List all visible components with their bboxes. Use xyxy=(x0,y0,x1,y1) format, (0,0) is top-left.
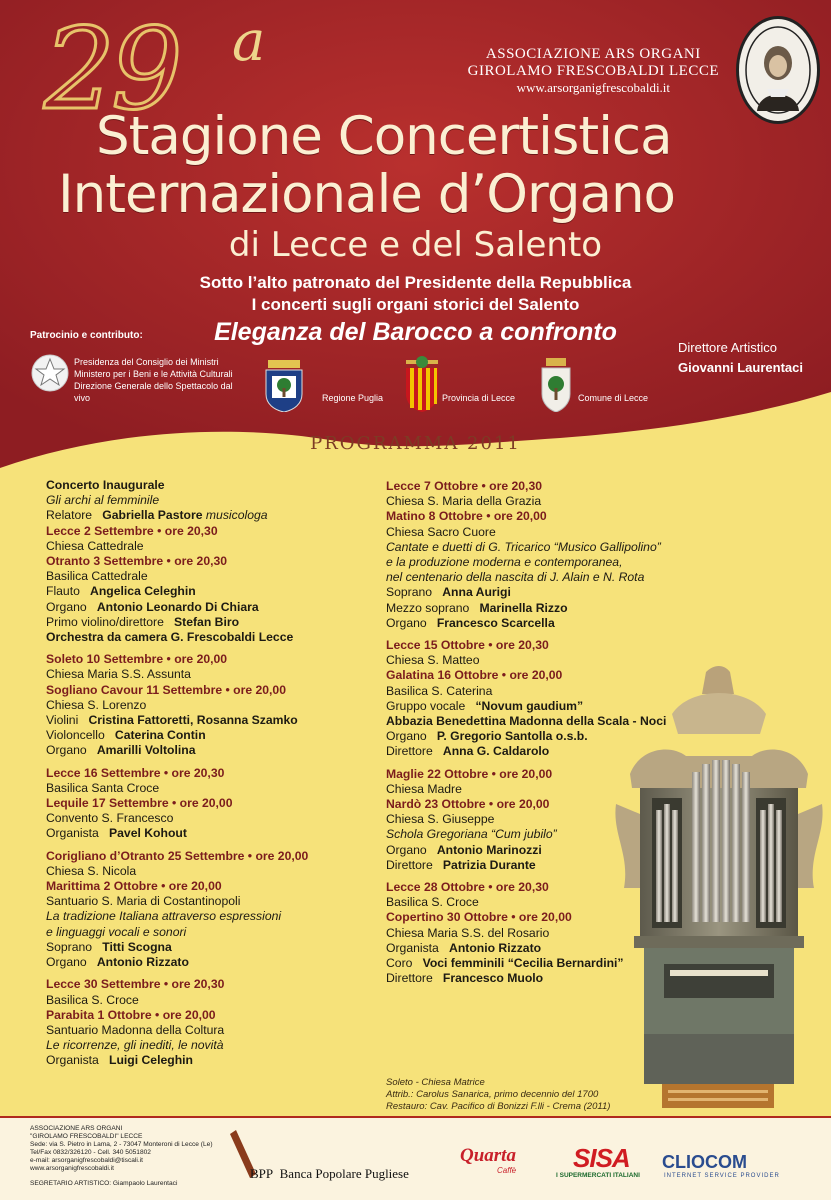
venue-line: Chiesa S. Lorenzo xyxy=(46,697,147,712)
organ-caption-line: Soleto - Chiesa Matrice xyxy=(386,1077,485,1088)
ensemble-line: Abbazia Benedettina Madonna della Scala - Noci xyxy=(386,714,667,729)
performer-line xyxy=(386,601,686,616)
footer-secretary: SEGRETARIO ARTISTICO: Giampaolo Laurentaci xyxy=(30,1180,178,1187)
performer-name: Pavel Kohout xyxy=(109,826,187,841)
quarta-logo: Quarta xyxy=(460,1145,516,1166)
performer-name: Marinella Rizzo xyxy=(479,600,568,615)
performer-name: Titti Scogna xyxy=(102,939,172,954)
concert-date-line: Otranto 3 Settembre • ore 20,30 xyxy=(46,554,228,569)
republic-emblem-icon xyxy=(30,353,70,393)
programme-note: e linguaggi vocali e sonori xyxy=(46,924,187,939)
concert-date-line: Lecce 30 Settembre • ore 20,30 xyxy=(46,977,225,992)
patronage-line-2: I concerti sugli organi storici del Salento xyxy=(251,295,580,314)
performer-line xyxy=(46,615,376,630)
performer-line xyxy=(46,584,376,599)
concert-block xyxy=(46,478,376,645)
concert-date-line: Nardò 23 Ottobre • ore 20,00 xyxy=(386,797,550,812)
performer-role: Primo violino/direttore xyxy=(46,614,164,629)
performer-line xyxy=(46,940,376,955)
performer-role: Relatore xyxy=(46,508,93,523)
venue-line: Basilica S. Caterina xyxy=(386,683,493,698)
performer-name: Luigi Celeghin xyxy=(109,1053,193,1068)
concert-date-line: Galatina 16 Ottobre • ore 20,00 xyxy=(386,668,563,683)
address-line: e-mail: arsorganigfrescobaldi@tiscali.it xyxy=(30,1157,143,1164)
performer-name: Caterina Contin xyxy=(114,728,206,743)
concert-block xyxy=(46,766,376,842)
performer-name: Antonio Rizzato xyxy=(96,955,189,970)
address-line: Sede: via S. Pietro in Lama, 2 - 73047 Monteroni di Lecce (Le) xyxy=(30,1141,213,1148)
edition-superscript: a xyxy=(232,9,266,74)
provincia-lecce-label: Provincia di Lecce xyxy=(442,393,516,403)
edition-number: 29 xyxy=(44,5,179,135)
organ-caption xyxy=(386,1077,610,1113)
performer-name: Cristina Fattoretti, Rosanna Szamko xyxy=(88,713,298,728)
bank-label xyxy=(250,1166,409,1182)
performer-role: Organo xyxy=(46,955,87,970)
programme-note: Cantate e duetti di G. Tricarico “Musico Gallipolino” xyxy=(386,539,661,554)
performer-role: Coro xyxy=(386,956,413,971)
address-line: ASSOCIAZIONE ARS ORGANI xyxy=(30,1125,123,1132)
performer-name: Voci femminili “Cecilia Bernardini” xyxy=(422,956,624,971)
performer-name: Gabriella Pastore xyxy=(102,508,203,523)
programme-note: Gli archi al femminile xyxy=(46,493,160,508)
concert-block xyxy=(46,849,376,971)
address-line: www.arsorganigfrescobaldi.it xyxy=(30,1165,114,1172)
performer-line xyxy=(46,508,376,523)
performer-role: Organista xyxy=(46,826,99,841)
performer-line xyxy=(46,600,376,615)
concert-date-line: Lequile 17 Settembre • ore 20,00 xyxy=(46,796,233,811)
regione-puglia-label: Regione Puglia xyxy=(322,393,384,403)
concert-date-line: Soleto 10 Settembre • ore 20,00 xyxy=(46,652,228,667)
comune-lecce-label: Comune di Lecce xyxy=(578,393,649,403)
performer-line xyxy=(46,743,376,758)
performer-line xyxy=(46,826,376,841)
ensemble-line: Concerto Inaugurale xyxy=(46,478,165,492)
performer-name: Antonio Marinozzi xyxy=(436,842,542,857)
venue-line: Basilica S. Croce xyxy=(46,992,139,1007)
quarta-logo-sub: Caffè xyxy=(497,1166,517,1175)
performer-line xyxy=(46,1053,376,1068)
concert-block xyxy=(46,977,376,1068)
performer-role: Mezzo soprano xyxy=(386,600,470,615)
venue-line: Chiesa S. Nicola xyxy=(46,863,137,878)
performer-role: Organo xyxy=(386,729,427,744)
performer-name: Angelica Celeghin xyxy=(90,584,196,599)
performer-name: Anna G. Caldarolo xyxy=(442,744,550,759)
provincia-lecce-crest-icon xyxy=(402,356,442,412)
cliocom-logo: CLIOCOM xyxy=(662,1152,747,1172)
organ-caption-line: Restauro: Cav. Pacifico di Bonizzi F.lli - Crema (2011) xyxy=(386,1101,611,1112)
performer-name: Patrizia Durante xyxy=(442,857,536,872)
venue-line: Chiesa Cattedrale xyxy=(46,538,144,553)
bank-initials: BPP xyxy=(250,1166,274,1181)
programme-note: Schola Gregoriana “Cum jubilo” xyxy=(386,827,557,842)
venue-line: Convento S. Francesco xyxy=(46,811,174,826)
association-name: ASSOCIAZIONE ARS ORGANI xyxy=(485,46,701,62)
programme-note: La tradizione Italiana attraverso espressioni xyxy=(46,909,282,924)
performer-role: Organista xyxy=(386,940,439,955)
performer-name: Antonio Rizzato xyxy=(449,940,542,955)
performer-name: Amarilli Voltolina xyxy=(96,743,196,758)
venue-line: Santuario S. Maria di Costantinopoli xyxy=(46,894,241,909)
ministry-text xyxy=(74,356,244,404)
performer-role: Soprano xyxy=(46,939,93,954)
performer-role: Direttore xyxy=(386,744,433,759)
performer-line xyxy=(46,728,376,743)
concert-block xyxy=(386,479,686,631)
ministry-line: Direzione Generale dello Spettacolo dal vivo xyxy=(74,381,233,403)
concert-date-line: Lecce 28 Ottobre • ore 20,30 xyxy=(386,880,549,895)
organ-caption-line: Attrib.: Carolus Sanarica, primo decennio del 1700 xyxy=(386,1089,599,1100)
concert-block xyxy=(46,652,376,758)
sponsor-caption: Patrocinio e contributo: xyxy=(30,330,143,341)
subtitle: di Lecce e del Salento xyxy=(228,225,603,265)
sisa-logo: SISA xyxy=(573,1143,630,1173)
venue-line: Chiesa S. Maria della Grazia xyxy=(386,494,542,509)
association-block xyxy=(468,46,719,96)
venue-line: Santuario Madonna della Coltura xyxy=(46,1022,225,1037)
association-url[interactable]: www.arsorganigfrescobaldi.it xyxy=(516,80,671,95)
venue-line: Chiesa Madre xyxy=(386,781,462,796)
programme-left-column xyxy=(46,478,376,1076)
performer-role: Violoncello xyxy=(46,728,105,743)
performer-line xyxy=(386,585,686,600)
baroque-organ-illustration xyxy=(610,664,828,1116)
concert-date-line: Lecce 16 Settembre • ore 20,30 xyxy=(46,765,225,780)
performer-role: Organo xyxy=(386,842,427,857)
director-role: Direttore Artistico xyxy=(678,340,777,355)
performer-name: Anna Aurigi xyxy=(442,585,511,600)
performer-line xyxy=(46,713,376,728)
performer-role: Organo xyxy=(386,615,427,630)
performer-name: Francesco Muolo xyxy=(442,971,544,986)
association-subname: GIROLAMO FRESCOBALDI LECCE xyxy=(467,63,719,79)
venue-line: Chiesa Sacro Cuore xyxy=(386,524,496,539)
venue-line: Basilica Santa Croce xyxy=(46,780,160,795)
comune-lecce-crest-icon xyxy=(540,358,572,412)
concert-date-line: Sogliano Cavour 11 Settembre • ore 20,00 xyxy=(46,682,286,697)
performer-role: Gruppo vocale xyxy=(386,698,466,713)
performer-line xyxy=(46,955,376,970)
programme-note: Le ricorrenze, gli inediti, le novità xyxy=(46,1038,224,1053)
concert-date-line: Lecce 15 Ottobre • ore 20,30 xyxy=(386,638,549,653)
performer-name: P. Gregorio Santolla o.s.b. xyxy=(436,729,588,744)
performer-role: Organista xyxy=(46,1053,99,1068)
programme-heading: PROGRAMMA 2011 xyxy=(310,433,521,454)
venue-line: Basilica Cattedrale xyxy=(46,569,148,584)
director-name: Giovanni Laurentaci xyxy=(678,360,803,375)
patronage xyxy=(0,272,831,316)
address-line: "GIROLAMO FRESCOBALDI" LECCE xyxy=(30,1133,143,1140)
director-block xyxy=(678,338,803,378)
performer-role: Soprano xyxy=(386,585,433,600)
venue-line: Basilica S. Croce xyxy=(386,895,479,910)
programme-note: nel centenario della nascita di J. Alain e N. Rota xyxy=(386,570,645,585)
venue-line: Chiesa S. Giuseppe xyxy=(386,812,495,827)
performer-name: “Novum gaudium” xyxy=(475,698,584,713)
concert-date-line: Maglie 22 Ottobre • ore 20,00 xyxy=(386,766,553,781)
performer-name: Antonio Leonardo Di Chiara xyxy=(96,599,259,614)
performer-name: Stefan Biro xyxy=(174,614,240,629)
performer-role: Direttore xyxy=(386,971,433,986)
venue-line: Chiesa S. Matteo xyxy=(386,653,480,668)
venue-line: Chiesa Maria S.S. del Rosario xyxy=(386,925,550,940)
concert-date-line: Matino 8 Ottobre • ore 20,00 xyxy=(386,509,547,524)
regione-puglia-crest-icon xyxy=(264,360,304,412)
performer-role: Organo xyxy=(46,599,87,614)
performer-role: Organo xyxy=(46,743,87,758)
title-line-2: Internazionale d’Organo xyxy=(58,164,675,225)
concert-date-line: Marittima 2 Ottobre • ore 20,00 xyxy=(46,879,222,894)
frescobaldi-portrait-seal-icon xyxy=(736,16,820,124)
performer-role: Direttore xyxy=(386,857,433,872)
ensemble-line: Orchestra da camera G. Frescobaldi Lecce xyxy=(46,630,294,645)
ministry-line: Ministero per i Beni e le Attività Culturali xyxy=(74,369,233,379)
programme-note: e la produzione moderna e contemporanea, xyxy=(386,555,623,570)
patronage-line-1: Sotto l’alto patronato del Presidente della Repubblica xyxy=(199,273,632,292)
cliocom-logo-sub: INTERNET SERVICE PROVIDER xyxy=(664,1173,780,1179)
address-line: Tel/Fax 0832/326120 - Cell. 340 5051802 xyxy=(30,1149,151,1156)
sisa-logo-sub: I SUPERMERCATI ITALIANI xyxy=(556,1172,640,1179)
theme: Eleganza del Barocco a confronto xyxy=(214,318,617,346)
performer-extra: musicologa xyxy=(205,508,268,523)
concert-date-line: Lecce 2 Settembre • ore 20,30 xyxy=(46,523,218,538)
venue-line: Chiesa Maria S.S. Assunta xyxy=(46,667,191,682)
concert-date-line: Parabita 1 Ottobre • ore 20,00 xyxy=(46,1007,216,1022)
bank-name: Banca Popolare Pugliese xyxy=(279,1166,409,1181)
footer-address xyxy=(30,1125,220,1173)
concert-date-line: Corigliano d’Otranto 25 Settembre • ore 20,00 xyxy=(46,848,309,863)
concert-date-line: Lecce 7 Ottobre • ore 20,30 xyxy=(386,479,543,493)
ministry-line: Presidenza del Consiglio dei Ministri xyxy=(74,357,219,367)
performer-role: Flauto xyxy=(46,584,80,599)
performer-name: Francesco Scarcella xyxy=(436,615,555,630)
performer-line xyxy=(386,616,686,631)
concert-date-line: Copertino 30 Ottobre • ore 20,00 xyxy=(386,910,572,925)
title-line-1: Stagione Concertistica xyxy=(96,106,672,167)
performer-role: Violini xyxy=(46,713,79,728)
